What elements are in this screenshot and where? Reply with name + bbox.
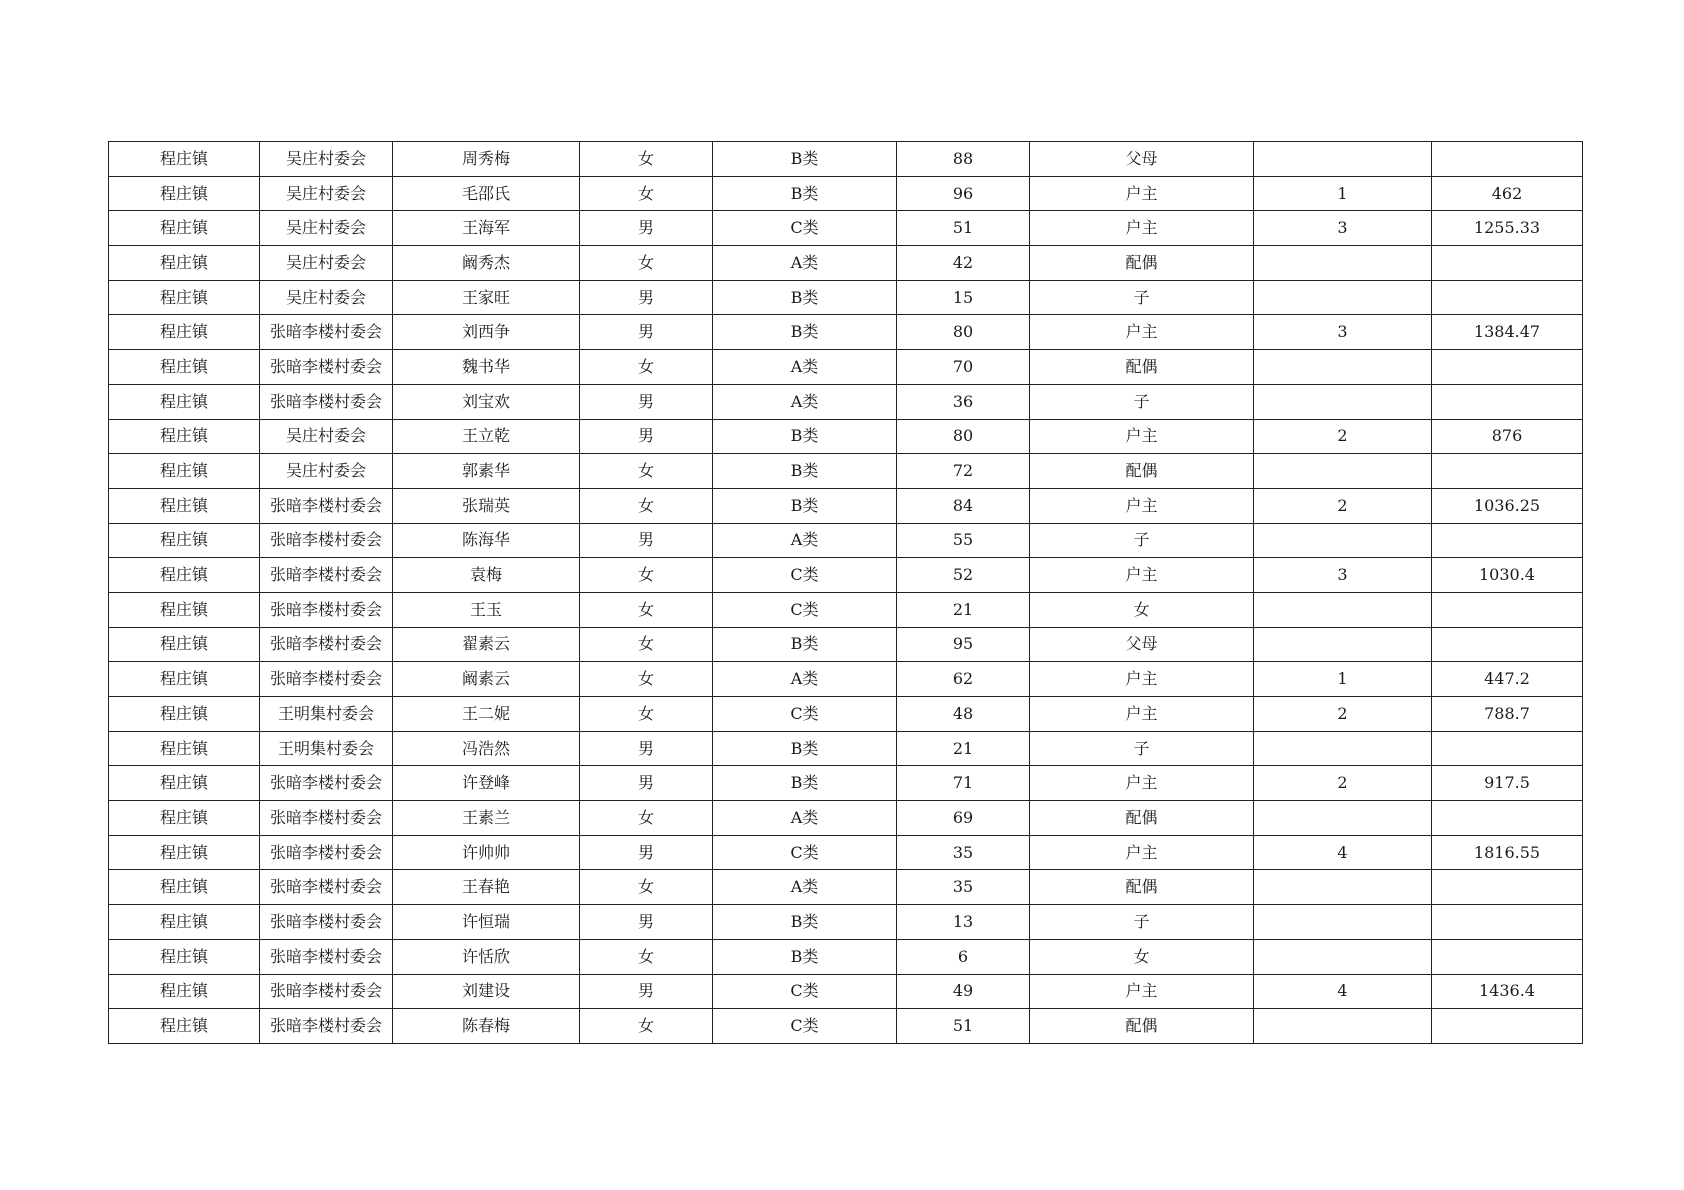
household-size-cell: 4: [1254, 835, 1432, 870]
age-cell: 52: [897, 558, 1030, 593]
relation-cell: 户主: [1030, 211, 1254, 246]
name-cell: 袁梅: [393, 558, 580, 593]
relation-cell: 配偶: [1030, 454, 1254, 489]
town-cell: 程庄镇: [109, 176, 260, 211]
age-cell: 48: [897, 697, 1030, 732]
name-cell: 阚素云: [393, 662, 580, 697]
village-cell: 吴庄村委会: [260, 176, 393, 211]
name-cell: 王立乾: [393, 419, 580, 454]
amount-cell: [1432, 384, 1583, 419]
gender-cell: 男: [580, 315, 713, 350]
category-cell: C类: [713, 974, 897, 1009]
town-cell: 程庄镇: [109, 801, 260, 836]
category-cell: C类: [713, 1009, 897, 1044]
village-cell: 张暗李楼村委会: [260, 870, 393, 905]
household-size-cell: [1254, 731, 1432, 766]
age-cell: 51: [897, 211, 1030, 246]
relation-cell: 户主: [1030, 488, 1254, 523]
gender-cell: 女: [580, 176, 713, 211]
gender-cell: 女: [580, 939, 713, 974]
gender-cell: 女: [580, 801, 713, 836]
name-cell: 许帅帅: [393, 835, 580, 870]
household-size-cell: 3: [1254, 315, 1432, 350]
household-size-cell: [1254, 939, 1432, 974]
table-row: [109, 315, 1583, 350]
town-cell: 程庄镇: [109, 488, 260, 523]
table-row: [109, 731, 1583, 766]
amount-cell: [1432, 627, 1583, 662]
gender-cell: 女: [580, 488, 713, 523]
category-cell: A类: [713, 523, 897, 558]
table-row: [109, 558, 1583, 593]
amount-cell: [1432, 1009, 1583, 1044]
household-size-cell: 1: [1254, 662, 1432, 697]
name-cell: 王春艳: [393, 870, 580, 905]
gender-cell: 男: [580, 523, 713, 558]
gender-cell: 女: [580, 662, 713, 697]
table-row: [109, 1009, 1583, 1044]
relation-cell: 户主: [1030, 974, 1254, 1009]
household-size-cell: [1254, 246, 1432, 281]
amount-cell: 788.7: [1432, 697, 1583, 732]
category-cell: A类: [713, 662, 897, 697]
table-row: [109, 627, 1583, 662]
relation-cell: 户主: [1030, 662, 1254, 697]
household-size-cell: 2: [1254, 766, 1432, 801]
village-cell: 张暗李楼村委会: [260, 488, 393, 523]
gender-cell: 男: [580, 384, 713, 419]
relation-cell: 配偶: [1030, 1009, 1254, 1044]
table-row: [109, 384, 1583, 419]
village-cell: 张暗李楼村委会: [260, 350, 393, 385]
age-cell: 49: [897, 974, 1030, 1009]
household-size-cell: 2: [1254, 697, 1432, 732]
household-size-cell: [1254, 627, 1432, 662]
age-cell: 36: [897, 384, 1030, 419]
table-row: [109, 697, 1583, 732]
relation-cell: 父母: [1030, 627, 1254, 662]
name-cell: 王二妮: [393, 697, 580, 732]
village-cell: 张暗李楼村委会: [260, 662, 393, 697]
relation-cell: 配偶: [1030, 246, 1254, 281]
gender-cell: 女: [580, 350, 713, 385]
household-size-cell: 1: [1254, 176, 1432, 211]
town-cell: 程庄镇: [109, 835, 260, 870]
table-row: [109, 592, 1583, 627]
village-cell: 张暗李楼村委会: [260, 766, 393, 801]
category-cell: B类: [713, 176, 897, 211]
name-cell: 阚秀杰: [393, 246, 580, 281]
amount-cell: [1432, 142, 1583, 177]
name-cell: 王玉: [393, 592, 580, 627]
town-cell: 程庄镇: [109, 350, 260, 385]
category-cell: A类: [713, 246, 897, 281]
gender-cell: 男: [580, 766, 713, 801]
household-size-cell: [1254, 384, 1432, 419]
age-cell: 21: [897, 592, 1030, 627]
age-cell: 42: [897, 246, 1030, 281]
relation-cell: 子: [1030, 905, 1254, 940]
amount-cell: 1436.4: [1432, 974, 1583, 1009]
village-cell: 王明集村委会: [260, 731, 393, 766]
gender-cell: 女: [580, 870, 713, 905]
household-size-cell: [1254, 350, 1432, 385]
age-cell: 70: [897, 350, 1030, 385]
amount-cell: [1432, 592, 1583, 627]
age-cell: 51: [897, 1009, 1030, 1044]
amount-cell: 462: [1432, 176, 1583, 211]
relation-cell: 配偶: [1030, 870, 1254, 905]
relation-cell: 户主: [1030, 419, 1254, 454]
age-cell: 15: [897, 280, 1030, 315]
amount-cell: 1036.25: [1432, 488, 1583, 523]
town-cell: 程庄镇: [109, 523, 260, 558]
table-row: [109, 280, 1583, 315]
village-cell: 张暗李楼村委会: [260, 523, 393, 558]
household-size-cell: 2: [1254, 419, 1432, 454]
gender-cell: 女: [580, 454, 713, 489]
category-cell: B类: [713, 280, 897, 315]
amount-cell: 1030.4: [1432, 558, 1583, 593]
category-cell: B类: [713, 939, 897, 974]
category-cell: B类: [713, 766, 897, 801]
town-cell: 程庄镇: [109, 142, 260, 177]
town-cell: 程庄镇: [109, 558, 260, 593]
name-cell: 许登峰: [393, 766, 580, 801]
age-cell: 35: [897, 835, 1030, 870]
gender-cell: 女: [580, 592, 713, 627]
town-cell: 程庄镇: [109, 454, 260, 489]
category-cell: B类: [713, 905, 897, 940]
category-cell: B类: [713, 731, 897, 766]
category-cell: B类: [713, 627, 897, 662]
category-cell: A类: [713, 350, 897, 385]
town-cell: 程庄镇: [109, 905, 260, 940]
town-cell: 程庄镇: [109, 697, 260, 732]
relation-cell: 配偶: [1030, 350, 1254, 385]
gender-cell: 女: [580, 697, 713, 732]
category-cell: C类: [713, 592, 897, 627]
amount-cell: [1432, 905, 1583, 940]
household-size-cell: [1254, 1009, 1432, 1044]
name-cell: 刘西争: [393, 315, 580, 350]
village-cell: 张暗李楼村委会: [260, 974, 393, 1009]
amount-cell: 447.2: [1432, 662, 1583, 697]
name-cell: 冯浩然: [393, 731, 580, 766]
household-size-cell: [1254, 523, 1432, 558]
gender-cell: 男: [580, 211, 713, 246]
village-cell: 张暗李楼村委会: [260, 801, 393, 836]
name-cell: 魏书华: [393, 350, 580, 385]
relation-cell: 配偶: [1030, 801, 1254, 836]
town-cell: 程庄镇: [109, 419, 260, 454]
gender-cell: 男: [580, 835, 713, 870]
amount-cell: [1432, 523, 1583, 558]
amount-cell: [1432, 246, 1583, 281]
relation-cell: 女: [1030, 939, 1254, 974]
age-cell: 72: [897, 454, 1030, 489]
name-cell: 王家旺: [393, 280, 580, 315]
relation-cell: 户主: [1030, 558, 1254, 593]
name-cell: 王海军: [393, 211, 580, 246]
age-cell: 80: [897, 419, 1030, 454]
household-size-cell: [1254, 870, 1432, 905]
age-cell: 13: [897, 905, 1030, 940]
village-cell: 王明集村委会: [260, 697, 393, 732]
relation-cell: 户主: [1030, 835, 1254, 870]
table-row: [109, 766, 1583, 801]
table-row: [109, 488, 1583, 523]
amount-cell: 876: [1432, 419, 1583, 454]
table-row: [109, 350, 1583, 385]
table-row: [109, 905, 1583, 940]
household-size-cell: 2: [1254, 488, 1432, 523]
town-cell: 程庄镇: [109, 731, 260, 766]
village-cell: 吴庄村委会: [260, 211, 393, 246]
category-cell: A类: [713, 801, 897, 836]
village-cell: 吴庄村委会: [260, 454, 393, 489]
table-row: [109, 870, 1583, 905]
amount-cell: [1432, 801, 1583, 836]
table-row: [109, 801, 1583, 836]
village-cell: 张暗李楼村委会: [260, 558, 393, 593]
age-cell: 84: [897, 488, 1030, 523]
household-size-cell: 4: [1254, 974, 1432, 1009]
category-cell: A类: [713, 384, 897, 419]
age-cell: 95: [897, 627, 1030, 662]
amount-cell: 1255.33: [1432, 211, 1583, 246]
name-cell: 刘建设: [393, 974, 580, 1009]
table-row: [109, 419, 1583, 454]
village-cell: 吴庄村委会: [260, 246, 393, 281]
table-row: [109, 454, 1583, 489]
name-cell: 翟素云: [393, 627, 580, 662]
gender-cell: 女: [580, 627, 713, 662]
household-size-cell: [1254, 280, 1432, 315]
town-cell: 程庄镇: [109, 939, 260, 974]
table-row: [109, 835, 1583, 870]
gender-cell: 女: [580, 1009, 713, 1044]
gender-cell: 男: [580, 974, 713, 1009]
amount-cell: [1432, 939, 1583, 974]
town-cell: 程庄镇: [109, 662, 260, 697]
household-size-cell: 3: [1254, 558, 1432, 593]
town-cell: 程庄镇: [109, 766, 260, 801]
name-cell: 王素兰: [393, 801, 580, 836]
category-cell: C类: [713, 835, 897, 870]
relation-cell: 子: [1030, 731, 1254, 766]
name-cell: 郭素华: [393, 454, 580, 489]
gender-cell: 男: [580, 905, 713, 940]
name-cell: 陈春梅: [393, 1009, 580, 1044]
amount-cell: [1432, 870, 1583, 905]
age-cell: 62: [897, 662, 1030, 697]
age-cell: 21: [897, 731, 1030, 766]
relation-cell: 子: [1030, 280, 1254, 315]
gender-cell: 女: [580, 558, 713, 593]
relation-cell: 父母: [1030, 142, 1254, 177]
category-cell: A类: [713, 870, 897, 905]
age-cell: 55: [897, 523, 1030, 558]
amount-cell: [1432, 731, 1583, 766]
name-cell: 许恬欣: [393, 939, 580, 974]
table-row: [109, 523, 1583, 558]
relation-cell: 户主: [1030, 697, 1254, 732]
household-size-cell: [1254, 454, 1432, 489]
village-cell: 张暗李楼村委会: [260, 627, 393, 662]
table-row: [109, 662, 1583, 697]
relation-cell: 子: [1030, 523, 1254, 558]
relation-cell: 户主: [1030, 315, 1254, 350]
name-cell: 毛邵氏: [393, 176, 580, 211]
age-cell: 88: [897, 142, 1030, 177]
household-size-cell: [1254, 592, 1432, 627]
category-cell: B类: [713, 142, 897, 177]
age-cell: 35: [897, 870, 1030, 905]
relation-cell: 户主: [1030, 766, 1254, 801]
village-cell: 张暗李楼村委会: [260, 1009, 393, 1044]
name-cell: 许恒瑞: [393, 905, 580, 940]
village-cell: 张暗李楼村委会: [260, 939, 393, 974]
village-cell: 吴庄村委会: [260, 142, 393, 177]
household-size-cell: 3: [1254, 211, 1432, 246]
amount-cell: 1384.47: [1432, 315, 1583, 350]
village-cell: 张暗李楼村委会: [260, 905, 393, 940]
table-row: [109, 176, 1583, 211]
household-size-cell: [1254, 142, 1432, 177]
age-cell: 69: [897, 801, 1030, 836]
category-cell: B类: [713, 419, 897, 454]
town-cell: 程庄镇: [109, 870, 260, 905]
age-cell: 6: [897, 939, 1030, 974]
amount-cell: 1816.55: [1432, 835, 1583, 870]
town-cell: 程庄镇: [109, 246, 260, 281]
table-row: [109, 974, 1583, 1009]
name-cell: 陈海华: [393, 523, 580, 558]
name-cell: 张瑞英: [393, 488, 580, 523]
gender-cell: 男: [580, 280, 713, 315]
village-cell: 张暗李楼村委会: [260, 835, 393, 870]
name-cell: 周秀梅: [393, 142, 580, 177]
category-cell: B类: [713, 488, 897, 523]
relation-cell: 户主: [1030, 176, 1254, 211]
town-cell: 程庄镇: [109, 592, 260, 627]
table-row: [109, 211, 1583, 246]
town-cell: 程庄镇: [109, 627, 260, 662]
gender-cell: 男: [580, 731, 713, 766]
category-cell: C类: [713, 211, 897, 246]
table-body: [109, 142, 1583, 1044]
gender-cell: 女: [580, 142, 713, 177]
relation-cell: 女: [1030, 592, 1254, 627]
village-cell: 张暗李楼村委会: [260, 592, 393, 627]
category-cell: C类: [713, 697, 897, 732]
town-cell: 程庄镇: [109, 315, 260, 350]
town-cell: 程庄镇: [109, 211, 260, 246]
village-cell: 吴庄村委会: [260, 280, 393, 315]
age-cell: 80: [897, 315, 1030, 350]
age-cell: 71: [897, 766, 1030, 801]
table-row: [109, 142, 1583, 177]
village-cell: 张暗李楼村委会: [260, 315, 393, 350]
amount-cell: 917.5: [1432, 766, 1583, 801]
table-row: [109, 246, 1583, 281]
relation-cell: 子: [1030, 384, 1254, 419]
name-cell: 刘宝欢: [393, 384, 580, 419]
town-cell: 程庄镇: [109, 1009, 260, 1044]
village-cell: 张暗李楼村委会: [260, 384, 393, 419]
town-cell: 程庄镇: [109, 384, 260, 419]
category-cell: B类: [713, 454, 897, 489]
town-cell: 程庄镇: [109, 280, 260, 315]
age-cell: 96: [897, 176, 1030, 211]
household-size-cell: [1254, 905, 1432, 940]
category-cell: C类: [713, 558, 897, 593]
amount-cell: [1432, 350, 1583, 385]
data-table: [108, 141, 1583, 1044]
village-cell: 吴庄村委会: [260, 419, 393, 454]
table-row: [109, 939, 1583, 974]
gender-cell: 男: [580, 419, 713, 454]
gender-cell: 女: [580, 246, 713, 281]
town-cell: 程庄镇: [109, 974, 260, 1009]
amount-cell: [1432, 280, 1583, 315]
category-cell: B类: [713, 315, 897, 350]
household-size-cell: [1254, 801, 1432, 836]
amount-cell: [1432, 454, 1583, 489]
